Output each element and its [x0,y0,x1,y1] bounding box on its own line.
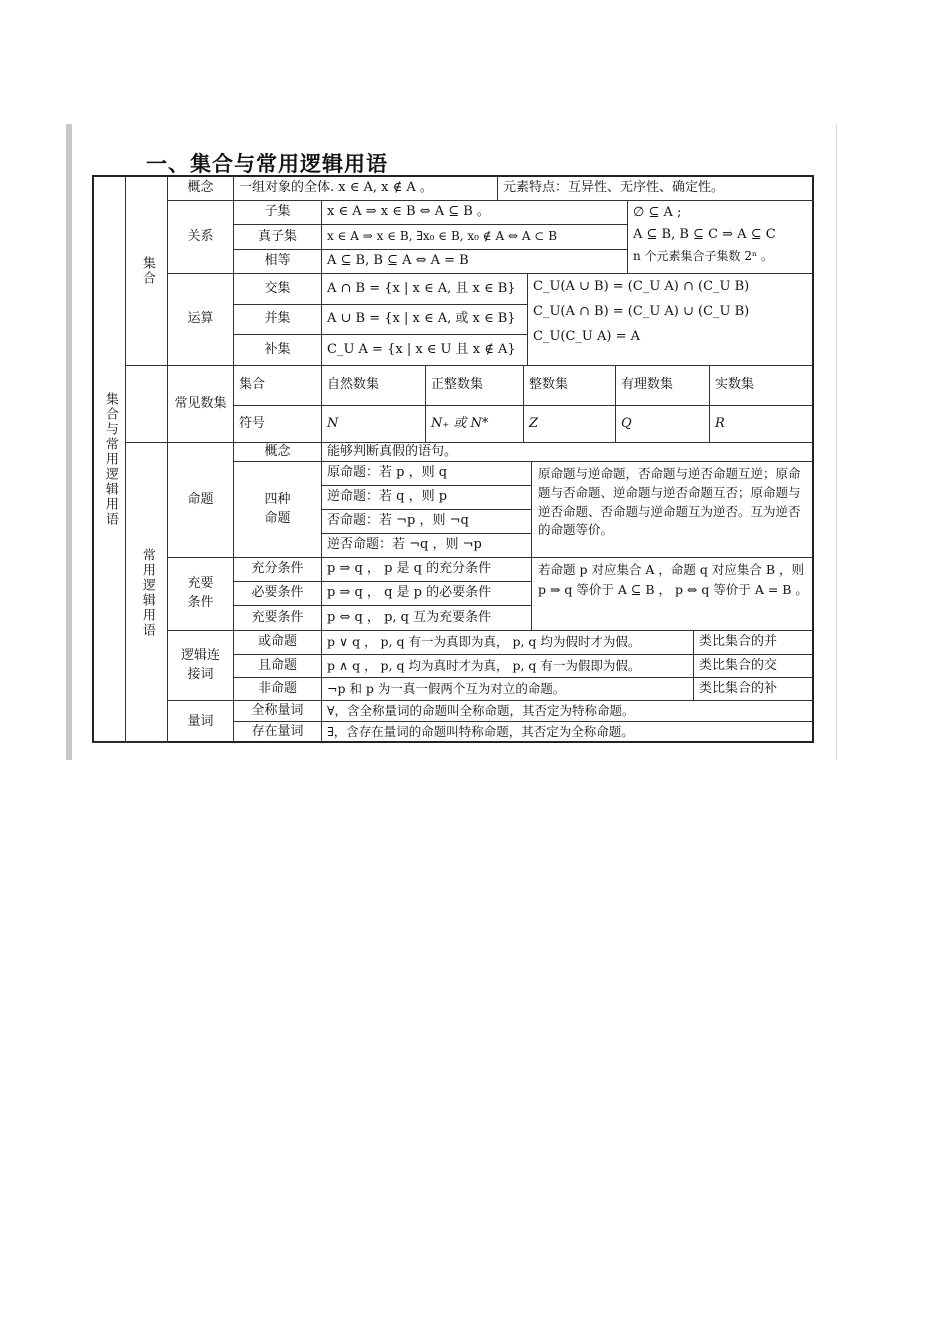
number-set-symbol: Q [621,415,632,431]
relations-label-cell [168,201,234,274]
operations-label-cell [168,274,234,366]
iff-label: 充要条件 [251,609,304,625]
number-set-symbol-cell [616,406,710,443]
not-analogy [694,678,814,701]
not-analogy-text: 类比集合的补 [699,680,778,696]
number-set-symbol: Z [529,415,539,431]
proposition-label-cell [168,443,234,558]
relation-proper-subset-formula-text: x ∈ A ⇒ x ∈ B, ∃x₀ ∈ B, x₀ ∉ A ⇔ A ⊂ B [327,229,558,244]
operations-notes-cell [528,274,814,366]
op-union-name [234,305,322,335]
concept-features-cell [498,177,814,201]
iff-name [234,606,322,631]
concept-definition-cell [234,177,498,201]
not-desc [322,678,694,701]
number-sets-collection-label: 集合 [239,377,266,393]
four-propositions-note: 原命题与逆命题，否命题与逆否命题互逆；原命题与否命题、逆命题与逆否命题互否；原命题与逆否命题、否命题与逆命题互为逆否。互为逆否的命题等价。 [538,466,801,538]
iff-desc [322,606,532,631]
relation-subset-label: 子集 [264,204,291,220]
and-analogy [694,655,814,678]
universal-name [234,701,322,722]
four-propositions-note-cell [532,462,814,558]
conditions-note: 若命题 p 对应集合 A ，命题 q 对应集合 B ，则 p ⇒ q 等价于 A ⊆ B ， p ⇔ q 等价于 A = B 。 [538,562,808,597]
existential-name [234,722,322,743]
sets-label-cell [126,177,168,366]
universal-text: ∀，含全称量词的命题叫全称命题，其否定为特称命题。 [327,702,635,718]
topic-label: 集合与常用逻辑用语 [102,392,118,527]
necessary-desc [322,582,532,606]
number-set-symbol: R [715,415,725,431]
sets-label: 集合 [139,256,155,286]
existential-text: ∃，含存在量词的命题叫特称命题，其否定为全称命题。 [327,724,634,740]
number-sets-label-cell [168,366,234,443]
op-complement-formula [322,335,528,366]
op-complement-name [234,335,322,366]
op-union-formula-text: A ∪ B = {x | x ∈ A, 或 x ∈ B} [327,311,516,327]
proposition-concept-name [234,443,322,462]
operations-note: C_U(C_U A) = A [533,328,641,344]
sufficient-text: p ⇒ q ， p 是 q 的充分条件 [327,561,492,577]
relation-equal-name [234,250,322,274]
concept-label: 概念 [187,180,214,196]
number-set-name: 正整数集 [431,377,484,393]
relation-subset-name [234,201,322,225]
universal-label: 全称量词 [251,702,304,718]
number-set-symbol-cell [710,406,814,443]
relations-label: 关系 [187,228,214,244]
number-set-name: 实数集 [715,377,755,393]
relation-proper-subset-label: 真子集 [257,228,297,244]
number-sets-symbol-label: 符号 [239,415,266,431]
proposition-inverse [322,510,532,534]
necessary-name [234,582,322,606]
proposition-concept-text: 能够判断真假的语句。 [327,443,458,459]
number-set-name-cell [616,366,710,406]
number-set-symbol-cell [426,406,524,443]
number-sets-row1-label [234,366,322,406]
proposition-converse [322,486,532,510]
op-union-formula [322,305,528,335]
or-analogy [694,631,814,655]
concept-label-cell [168,177,234,201]
number-sets-label: 常见数集 [174,395,227,411]
relations-note: A ⊆ B, B ⊆ C ⇒ A ⊆ C [633,226,776,242]
not-text: ¬p 和 p 为一真一假两个互为对立的命题。 [327,680,566,696]
concept-definition: 一组对象的全体. x ∈ A, x ∉ A 。 [239,180,433,196]
not-name [234,678,322,701]
number-set-name-cell [710,366,814,406]
operations-note: C_U(A ∪ B) = (C_U A) ∩ (C_U B) [533,279,750,294]
op-complement-label: 补集 [264,341,291,357]
relation-equal-label: 相等 [264,253,291,269]
logic-label: 常用逻辑用语 [139,547,155,638]
or-label: 或命题 [257,634,297,650]
number-set-symbol: N [327,415,339,431]
four-propositions-label: 四种命题 [264,491,291,526]
number-set-symbol: N₊ 或 N* [431,415,489,431]
proposition-contrapositive-text: 逆否命题：若 ¬q ，则 ¬p [327,537,482,553]
quantifiers-label-cell [168,701,234,743]
connectives-label-cell [168,631,234,701]
proposition-concept-cell [322,443,814,462]
conditions-label: 充要条件 [187,576,214,610]
and-analogy-text: 类比集合的交 [699,657,778,673]
conditions-label-cell [168,558,234,631]
sufficient-label: 充分条件 [251,561,304,577]
or-name [234,631,322,655]
relations-notes-cell [628,201,814,274]
op-intersection-formula [322,274,528,305]
proposition-converse-text: 逆命题：若 q ，则 p [327,489,448,505]
op-intersection-label: 交集 [264,280,291,296]
four-propositions-name [234,462,322,558]
necessary-text: p ⇒ q ， q 是 p 的必要条件 [327,585,492,601]
or-text: p ∨ q ， p, q 有一为真即为真， p, q 均为假时才为假。 [327,634,641,650]
number-sets-row2-label [234,406,322,443]
conditions-note-cell [532,558,814,631]
proposition-inverse-text: 否命题：若 ¬p ，则 ¬q [327,513,469,529]
number-set-name-cell [524,366,616,406]
relation-proper-subset-name [234,225,322,250]
page-right-edge [836,124,837,760]
number-set-symbol-cell [524,406,616,443]
op-union-label: 并集 [264,311,291,327]
proposition-original [322,462,532,486]
sufficient-name [234,558,322,582]
logic-label-cell [126,443,168,743]
number-set-name: 整数集 [529,377,569,393]
op-intersection-name [234,274,322,305]
operations-label: 运算 [187,311,214,327]
or-analogy-text: 类比集合的并 [699,634,778,650]
not-label: 非命题 [257,680,297,696]
number-sets-blank-cell [126,366,168,443]
or-desc [322,631,694,655]
relation-equal-formula-text: A ⊆ B, B ⊆ A ⇔ A = B [327,253,469,269]
number-set-name-cell [322,366,426,406]
and-label: 且命题 [257,657,297,673]
concept-features: 元素特点：互异性、无序性、确定性。 [503,180,725,196]
number-set-symbol-cell [322,406,426,443]
proposition-contrapositive [322,534,532,558]
quantifiers-label: 量词 [187,713,214,729]
iff-text: p ⇔ q ， p, q 互为充要条件 [327,609,492,625]
number-set-name: 有理数集 [621,377,674,393]
relations-note: ∅ ⊆ A ; [633,205,682,220]
page-left-edge [66,124,72,760]
summary-table [92,175,814,743]
number-set-name: 自然数集 [327,377,380,393]
universal-desc [322,701,814,722]
relation-subset-formula [322,201,628,225]
and-text: p ∧ q ， p, q 均为真时才为真， p, q 有一为假即为假。 [327,657,641,673]
connectives-label: 逻辑连接词 [180,647,220,682]
relations-note: n 个元素集合子集数 2ⁿ 。 [633,248,773,263]
number-set-name-cell [426,366,524,406]
proposition-original-text: 原命题：若 p ，则 q [327,465,448,481]
operations-note: C_U(A ∩ B) = (C_U A) ∪ (C_U B) [533,303,750,319]
op-complement-formula-text: C_U A = {x | x ∈ U 且 x ∉ A} [327,341,516,357]
existential-label: 存在量词 [251,724,304,740]
page-title: 一、集合与常用逻辑用语 [146,152,388,176]
and-desc [322,655,694,678]
necessary-label: 必要条件 [251,585,304,601]
proposition-label: 命题 [187,491,214,507]
relation-equal-formula [322,250,628,274]
sufficient-desc [322,558,532,582]
existential-desc [322,722,814,743]
topic-label-cell [94,177,126,743]
op-intersection-formula-text: A ∩ B = {x | x ∈ A, 且 x ∈ B} [327,280,516,296]
relation-subset-formula-text: x ∈ A ⇒ x ∈ B ⇔ A ⊆ B 。 [327,204,490,220]
proposition-concept-label: 概念 [264,443,291,459]
and-name [234,655,322,678]
relation-proper-subset-formula [322,225,628,250]
